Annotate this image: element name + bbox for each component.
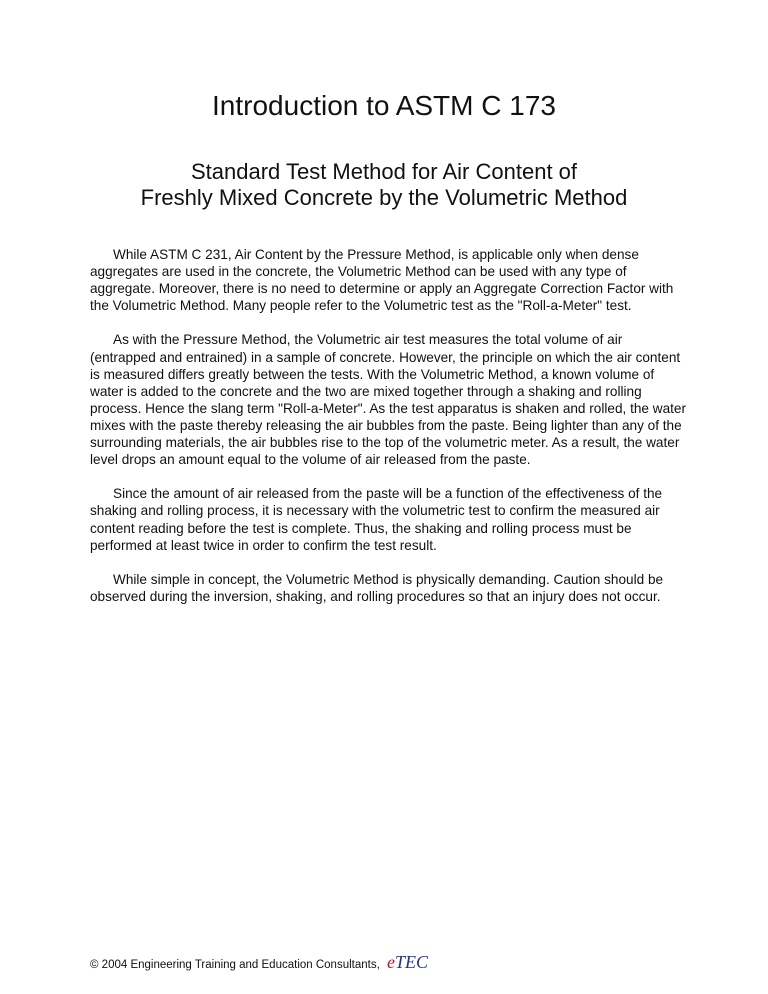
etec-logo-tec: TEC: [394, 952, 428, 972]
copyright-text: © 2004 Engineering Training and Education Consultants,: [90, 959, 380, 971]
body-text: [90, 246, 690, 622]
etec-logo-e: e: [386, 952, 395, 972]
footer: [90, 950, 428, 977]
etec-logo: [387, 952, 428, 972]
page-title: Introduction to ASTM C 173: [212, 90, 556, 121]
paragraph-2: As with the Pressure Method, the Volumetric air test measures the total volume of air (entrapped and entrained) in a sample of concrete. However, the principle on which the air content is measured differs greatly between the tests. With the Volumetric Method, a known volume of water is added to the concrete and the two are mixed together through a shaking and rolling process. Hence the slang term "Roll-a-Meter". As the test apparatus is shaken and rolled, the water mixes with the paste thereby releasing the air bubbles from the paste. Being lighter than any of the surrounding materials, the air bubbles rise to the top of the volumetric meter. As a result, the water level drops an amount equal to the volume of air released from the paste.: [90, 332, 686, 468]
paragraph-3: Since the amount of air released from the paste will be a function of the effectiveness of the shaking and rolling process, it is necessary with the volumetric test to confirm the measured air content reading before the test is complete. Thus, the shaking and rolling process must be performed at least twice in order to confirm the test result.: [90, 486, 663, 553]
subtitle-line-1: Standard Test Method for Air Content of: [190, 159, 578, 184]
subtitle: [0, 159, 768, 211]
paragraph-1: While ASTM C 231, Air Content by the Pressure Method, is applicable only when dense aggregates are used in the concrete, the Volumetric Method can be used with any type of aggregate. Moreover, there is no need to determine or apply an Aggregate Correction Factor with the Volumetric Method. Many people refer to the Volumetric test as the "Roll-a-Meter" test.: [90, 247, 674, 314]
subtitle-line-2: Freshly Mixed Concrete by the Volumetric Method: [140, 185, 628, 210]
paragraph-4: While simple in concept, the Volumetric Method is physically demanding. Caution should be observed during the inversion, shaking, and rolling procedures so that an injury does not occur.: [90, 571, 664, 604]
